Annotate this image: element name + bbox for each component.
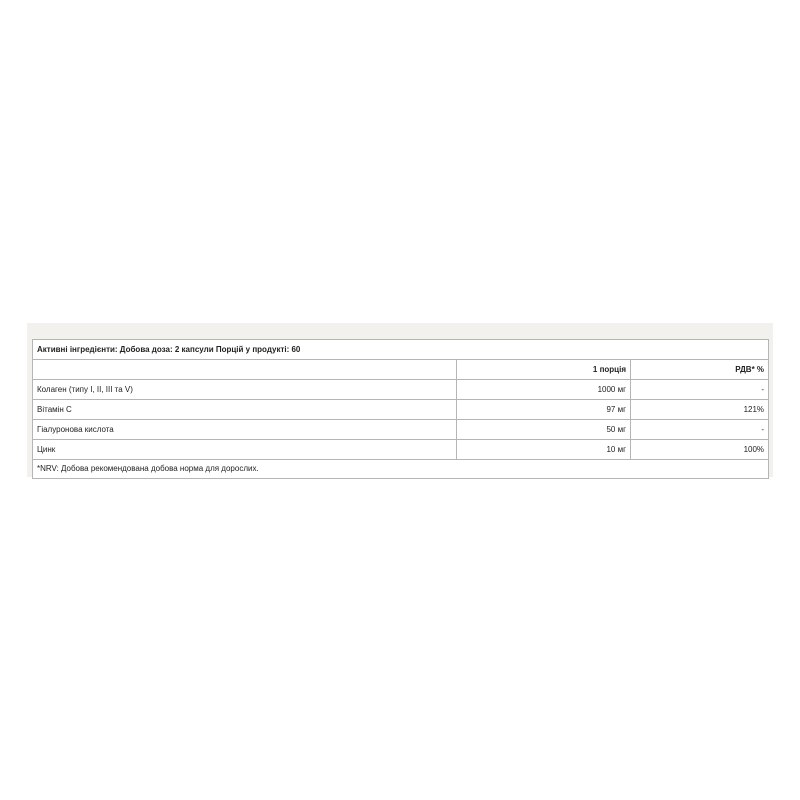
ingredient-name: Вітамін С <box>33 400 457 420</box>
ingredient-name: Колаген (типу I, II, III та V) <box>33 380 457 400</box>
ingredient-serving: 97 мг <box>457 400 631 420</box>
table-footnote: *NRV: Добова рекомендована добова норма для дорослих. <box>33 460 769 479</box>
table-row <box>33 440 769 460</box>
ingredient-serving: 50 мг <box>457 420 631 440</box>
column-header-row <box>33 360 769 380</box>
column-header-ingredient <box>33 360 457 380</box>
column-header-serving: 1 порція <box>457 360 631 380</box>
table-row <box>33 380 769 400</box>
column-header-rdv: РДВ* % <box>631 360 769 380</box>
table-row <box>33 400 769 420</box>
nutrition-table <box>32 339 769 479</box>
ingredient-name: Цинк <box>33 440 457 460</box>
ingredient-rdv: - <box>631 420 769 440</box>
ingredient-rdv: 100% <box>631 440 769 460</box>
ingredient-name: Гіалуронова кислота <box>33 420 457 440</box>
nutrition-panel <box>27 323 773 477</box>
ingredient-serving: 10 мг <box>457 440 631 460</box>
table-header-row <box>33 340 769 360</box>
ingredient-serving: 1000 мг <box>457 380 631 400</box>
table-header: Активні інгредієнти: Добова доза: 2 капсули Порцій у продукті: 60 <box>33 340 769 360</box>
ingredient-rdv: 121% <box>631 400 769 420</box>
footnote-row <box>33 460 769 479</box>
ingredient-rdv: - <box>631 380 769 400</box>
table-row <box>33 420 769 440</box>
